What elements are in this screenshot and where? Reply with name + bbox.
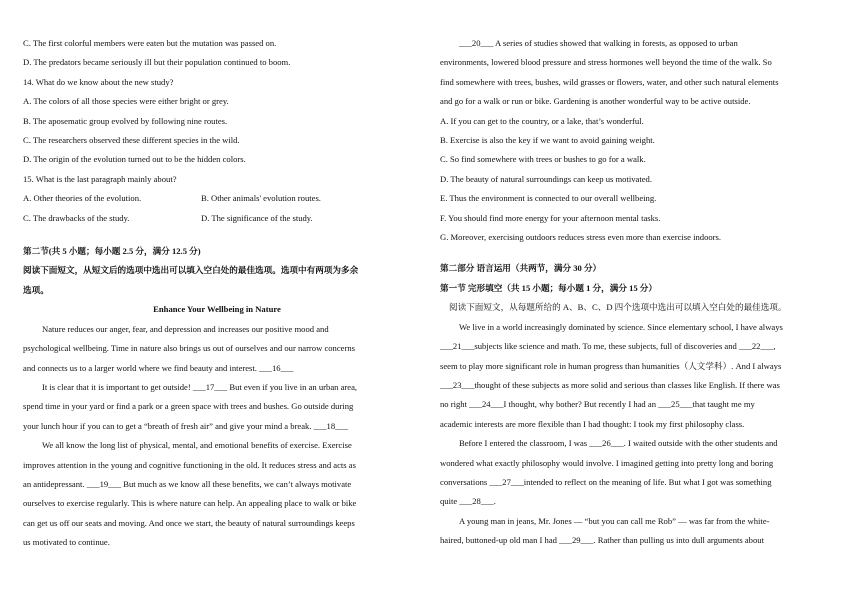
q15-options-row2 xyxy=(23,209,411,228)
part2-heading: 第二部分 语言运用（共两节，满分 30 分） xyxy=(440,263,602,274)
passage-line: environments, lowered blood pressure and stress hormones well beyond the time of the walk. So xyxy=(440,57,772,68)
section2-heading: 第二节(共 5 小题；每小题 2.5 分，满分 12.5 分) xyxy=(23,246,201,257)
passage-line: psychological wellbeing. Time in nature also brings us out of ourselves and our narrow concerns xyxy=(23,343,355,354)
passage-line: us motivated to continue. xyxy=(23,537,110,548)
right-column xyxy=(440,34,838,551)
cloze-line: no right ___24___I thought, why bother? But recently I had an ___25___that taught me my xyxy=(440,399,755,410)
option-c: C. So find somewhere with trees or bushes to go for a walk. xyxy=(440,154,646,165)
q14-option-a: A. The colors of all those species were either bright or grey. xyxy=(23,96,229,107)
cloze-line: wondered what exactly philosophy would involve. I imagined getting into pretty long and boring xyxy=(440,457,774,468)
passage-line: ourselves to exercise regularly. This is where nature can help. An appealing place to walk or bike xyxy=(23,498,357,509)
passage-body xyxy=(23,320,411,553)
passage-line: spend time in your yard or find a park or a green space with trees and bushes. Go outside during xyxy=(23,401,354,412)
option-b: B. Exercise is also the key if we want to avoid gaining weight. xyxy=(440,135,655,146)
section1-instruction: 阅读下面短文，从每题所给的 A、B、C、D 四个选项中选出可以填入空白处的最佳选项。 xyxy=(449,302,787,313)
q14-option-c: C. The researchers observed these different species in the wild. xyxy=(23,135,240,146)
q15-option-a: A. Other theories of the evolution. xyxy=(23,193,142,204)
cloze-line: quite ___28___. xyxy=(440,496,496,507)
passage-line: Nature reduces our anger, fear, and depression and increases our positive mood and xyxy=(42,323,329,334)
cloze-line: ___21___subjects like science and math. To me, these subjects, full of discoveries and ___22___, xyxy=(440,341,776,352)
cloze-line: ___23___thought of these subjects as more solid and serious than classes like English. If there was xyxy=(440,379,780,390)
passage-line: ___20___ A series of studies showed that walking in forests, as opposed to urban xyxy=(459,38,738,48)
spacer xyxy=(23,228,411,242)
cloze-line: seem to play more significant role in human progress than humanities（人文学科）. And I always xyxy=(440,360,782,371)
passage-title: Enhance Your Wellbeing in Nature xyxy=(153,304,281,315)
q14-question: 14. What do we know about the new study? xyxy=(23,76,174,87)
section2-instruction-2: 选项。 xyxy=(23,284,49,295)
q15-option-b: B. Other animals' evolution routes. xyxy=(201,193,321,204)
q15-options-row1 xyxy=(23,189,411,208)
cloze-line: haired, buttoned-up old man I had ___29___. Rather than pulling us into dull arguments about xyxy=(440,535,764,546)
passage-line: can get us off our seats and moving. And once we start, the beauty of natural surroundings keeps xyxy=(23,517,355,528)
cloze-passage xyxy=(440,318,838,551)
section1-heading: 第一节 完形填空（共 15 小题；每小题 1 分，满分 15 分） xyxy=(440,282,657,293)
passage-line: your lunch hour if you can to get a “breath of fresh air” and give your mind a break. ___18___ xyxy=(23,420,349,431)
q13-option-c: C. The first colorful members were eaten but the mutation was passed on. xyxy=(23,38,277,48)
q15-option-d: D. The significance of the study. xyxy=(201,212,313,223)
q13-option-d: D. The predators became seriously ill but their population continued to boom. xyxy=(23,57,291,68)
q14-option-b: B. The aposematic group evolved by following nine routes. xyxy=(23,115,228,126)
passage-line: and go for a walk or run or bike. Gardening is another wonderful way to be active outside. xyxy=(440,96,751,107)
cloze-line: We live in a world increasingly dominated by science. Since elementary school, I have always xyxy=(459,321,783,332)
option-f: F. You should find more energy for your afternoon mental tasks. xyxy=(440,212,661,223)
left-column xyxy=(23,34,411,553)
passage-line: and connects us to a larger world where we find beauty and interest. ___16___ xyxy=(23,362,294,373)
passage-line: improves attention in the young and cognitive functioning in the old. It reduces stress and acts as xyxy=(23,459,356,470)
q15-question: 15. What is the last paragraph mainly about? xyxy=(23,173,177,184)
option-g: G. Moreover, exercising outdoors reduces stress even more than exercise indoors. xyxy=(440,232,722,243)
spacer xyxy=(440,247,838,259)
cloze-line: Before I entered the classroom, I was ___26___. I waited outside with the other students and xyxy=(459,438,778,449)
passage-continued xyxy=(440,34,838,112)
section2-instruction-1: 阅读下面短文，从短文后的选项中选出可以填入空白处的最佳选项。选项中有两项为多余 xyxy=(23,265,359,276)
passage-line: an antidepressant. ___19___ But much as we know all these benefits, we can’t always motivate xyxy=(23,478,352,489)
passage-line: It is clear that it is important to get outside! ___17___ But even if you live in an urban area, xyxy=(42,381,358,392)
passage-line: find somewhere with trees, bushes, wild grasses or flowers, water, and other such natural elements xyxy=(440,76,779,87)
option-a: A. If you can get to the country, or a lake, that’s wonderful. xyxy=(440,115,644,126)
q14-option-d: D. The origin of the evolution turned out to be the hidden colors. xyxy=(23,154,246,165)
q15-option-c: C. The drawbacks of the study. xyxy=(23,212,130,223)
cloze-line: conversations ___27___intended to reflect on the meaning of life. But what I got was something xyxy=(440,476,772,487)
option-e: E. Thus the environment is connected to our overall wellbeing. xyxy=(440,193,657,204)
passage-line: We all know the long list of physical, mental, and emotional benefits of exercise. Exercise xyxy=(42,440,352,451)
option-d: D. The beauty of natural surroundings can keep us motivated. xyxy=(440,173,653,184)
cloze-line: academic interests are more flexible than I had thought: I took my first philosophy class. xyxy=(440,418,745,429)
cloze-line: A young man in jeans, Mr. Jones — “but you can call me Rob” — was far from the white- xyxy=(459,515,770,526)
